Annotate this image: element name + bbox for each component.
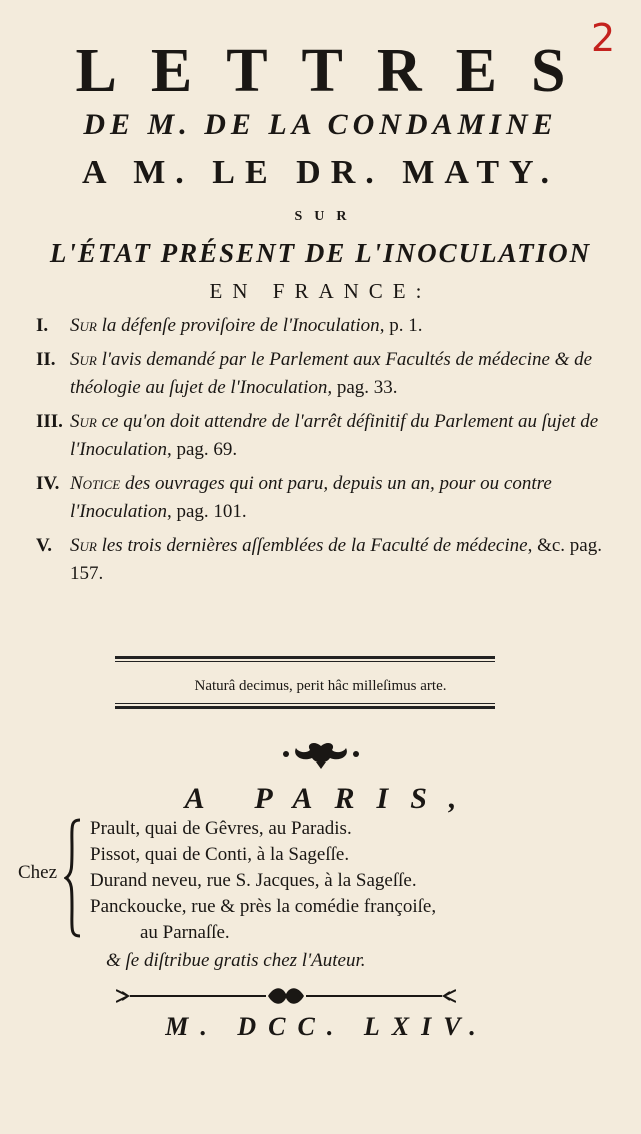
rule-bottom-thick bbox=[115, 706, 495, 709]
imprint-line: Prault, quai de Gêvres, au Paradis. bbox=[90, 818, 352, 839]
country-line: EN FRANCE: bbox=[209, 279, 432, 303]
item-text: ce qu'on doit attendre de l'arrêt définitif du Parlement au ſujet de l'Inoculation bbox=[70, 411, 599, 460]
book-title: LETTRES bbox=[75, 37, 600, 105]
pencil-annotation: 2 bbox=[591, 16, 616, 60]
rule-top-thin bbox=[115, 661, 495, 662]
item-number: II. bbox=[36, 349, 56, 370]
chez-label: Chez bbox=[18, 862, 58, 883]
item-page: , pag. 69. bbox=[166, 439, 238, 460]
item-lead: Sur bbox=[70, 315, 97, 336]
item-lead: Sur bbox=[70, 535, 97, 556]
imprint-city: A PARIS, bbox=[184, 782, 479, 815]
item-number: V. bbox=[36, 535, 53, 556]
item-page: pag. 33. bbox=[336, 377, 398, 398]
rule-top-thick bbox=[115, 656, 495, 659]
imprint-line: Panckoucke, rue & près la comédie françoiſe, bbox=[90, 896, 437, 917]
item-text: les trois dernières aſſemblées de la Faculté de médecine bbox=[101, 535, 528, 556]
contents-list bbox=[36, 312, 613, 594]
item-text: l'avis demandé par le Parlement aux Facultés de médecine & de théologie au ſujet de l'Inoculation, bbox=[70, 349, 593, 398]
item-text: des ouvrages qui ont paru, depuis un an, pour ou contre l'Inoculation bbox=[70, 473, 552, 522]
item-lead: Sur bbox=[70, 411, 97, 432]
list-item bbox=[36, 532, 613, 588]
imprint-list bbox=[82, 816, 436, 946]
fleuron-icon bbox=[276, 740, 366, 770]
item-number: III. bbox=[36, 411, 63, 432]
imprint-line: au Parnaſſe. bbox=[140, 922, 230, 943]
sur-line: SUR bbox=[294, 209, 359, 224]
ornamental-rule-icon bbox=[116, 984, 456, 1008]
item-page: , &c. pag. 157. bbox=[70, 535, 602, 584]
item-page: , pag. 101. bbox=[166, 501, 247, 522]
item-number: IV. bbox=[36, 473, 60, 494]
author-line: DE M. DE LA CONDAMINE bbox=[83, 108, 558, 141]
list-item bbox=[36, 346, 613, 402]
addressee-line: A M. LE DR. MATY. bbox=[82, 154, 559, 191]
list-item bbox=[36, 470, 613, 526]
list-item bbox=[36, 312, 613, 340]
distribution-line: & ſe diſtribue gratis chez l'Auteur. bbox=[106, 950, 366, 971]
list-item bbox=[36, 408, 613, 464]
rule-bottom-thin bbox=[115, 703, 495, 704]
publication-date: M. DCC. LXIV. bbox=[165, 1012, 488, 1041]
item-page: , p. 1. bbox=[379, 315, 423, 336]
imprint-line: Pissot, quai de Conti, à la Sageſſe. bbox=[90, 844, 350, 865]
item-text: la défenſe proviſoire de l'Inoculation bbox=[101, 315, 380, 336]
item-lead: Sur bbox=[70, 349, 97, 370]
item-number: I. bbox=[36, 315, 49, 336]
imprint-line: Durand neveu, rue S. Jacques, à la Sageſſe. bbox=[90, 870, 417, 891]
subject-line: L'ÉTAT PRÉSENT DE L'INOCULATION bbox=[49, 238, 592, 268]
motto: Naturâ decimus, perit hâc milleſimus arte. bbox=[194, 678, 447, 694]
brace-icon bbox=[64, 818, 82, 938]
item-lead: Notice bbox=[70, 473, 121, 494]
